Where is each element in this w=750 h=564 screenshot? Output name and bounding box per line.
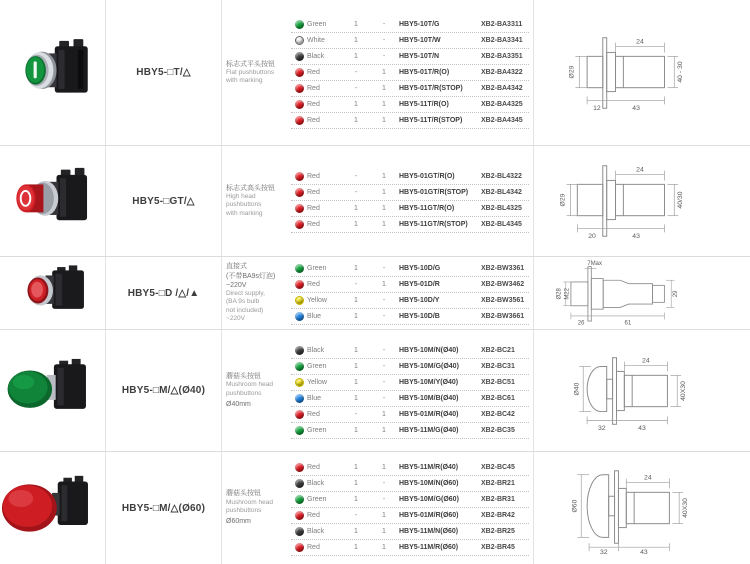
- variant-color: Red: [307, 189, 320, 196]
- color-dot-icon: [295, 394, 304, 403]
- dimension-drawing: [542, 344, 738, 438]
- dimension-drawing: [542, 258, 712, 328]
- description-line: pushbuttons: [226, 389, 262, 397]
- table-row: [291, 81, 529, 97]
- technical-drawing-direct-supply: [533, 257, 750, 329]
- product-photo-high-red: [0, 146, 106, 256]
- variant-nc-contact: -: [382, 496, 386, 503]
- table-row: [291, 508, 529, 524]
- description-line: (不带BA9s灯泡): [226, 272, 276, 280]
- dim-label: 40 - 30: [677, 60, 685, 83]
- dimension-drawing: [542, 26, 738, 120]
- product-photo-illuminated-red: [0, 257, 106, 329]
- variant-model: HBY5-10M/G(Ø60): [399, 496, 459, 503]
- description-line: High head: [226, 192, 256, 200]
- variant-nc-contact: 1: [382, 544, 386, 551]
- dim-label: 61: [624, 320, 632, 327]
- color-dot-icon: [295, 20, 304, 29]
- color-dot-icon: [295, 204, 304, 213]
- description-line: ~220V: [226, 315, 245, 323]
- color-dot-icon: [295, 426, 304, 435]
- description-line: with marking: [226, 209, 263, 217]
- variant-part-number: XB2-BR42: [481, 512, 515, 519]
- dim-label: 26: [577, 320, 585, 327]
- variant-part-number: XB2-BC42: [481, 410, 515, 418]
- technical-drawing-mushroom-40: [533, 330, 750, 451]
- variant-color: Yellow: [307, 378, 327, 386]
- product-model-code: HBY5-□T/△: [136, 67, 191, 78]
- dim-label: 43: [632, 104, 640, 112]
- variant-part-number: XB2-BL4342: [481, 189, 522, 196]
- variant-part-number: XB2-BC31: [481, 362, 515, 370]
- variant-color: Blue: [307, 313, 322, 320]
- variant-model: HBY5-10M/N(Ø40): [399, 346, 459, 354]
- variant-nc-contact: 1: [382, 281, 386, 288]
- description-line: Flat pushbuttons: [226, 68, 275, 76]
- table-row: [291, 423, 529, 439]
- description-line: Ø40mm: [226, 400, 251, 408]
- variant-nc-contact: -: [382, 313, 386, 320]
- dim-label: Ø29: [568, 65, 576, 78]
- color-dot-icon: [295, 100, 304, 109]
- variant-color: Red: [307, 173, 320, 180]
- variant-nc-contact: 1: [382, 100, 386, 108]
- mushroom-red-button-image: [1, 466, 105, 550]
- dim-label: 32: [598, 424, 606, 432]
- table-row: [291, 343, 529, 359]
- dim-label: 12: [593, 104, 601, 112]
- variant-nc-contact: -: [382, 480, 386, 487]
- variant-part-number: XB2-BR31: [481, 496, 515, 503]
- description-line: with marking: [226, 77, 263, 85]
- variant-no-contact: 1: [354, 52, 358, 60]
- product-description: [222, 330, 291, 451]
- variant-part-number: XB2-BL4322: [481, 173, 522, 180]
- variant-no-contact: 1: [354, 394, 358, 402]
- variant-part-number: XB2-BC21: [481, 346, 515, 354]
- variant-model: HBY5-11T/R(O): [399, 100, 449, 108]
- table-row: [291, 391, 529, 407]
- color-dot-icon: [295, 116, 304, 125]
- table-row: [291, 97, 529, 113]
- table-row: [291, 309, 529, 325]
- description-line: 直接式: [226, 263, 247, 271]
- variant-no-contact: 1: [354, 265, 358, 272]
- table-row: [291, 113, 529, 129]
- variant-no-contact: -: [354, 410, 358, 418]
- variant-no-contact: 1: [354, 221, 358, 228]
- variant-model: HBY5-10T/W: [399, 36, 441, 44]
- dim-label: 40X30: [680, 380, 688, 401]
- variant-color: Green: [307, 362, 327, 370]
- color-dot-icon: [295, 280, 304, 289]
- variant-nc-contact: 1: [382, 528, 386, 535]
- technical-drawing-flat: [533, 0, 750, 145]
- technical-drawing-mushroom-60: [533, 452, 750, 564]
- variant-nc-contact: -: [382, 378, 386, 386]
- dim-label: Ø60: [571, 499, 579, 513]
- variant-model: HBY5-10T/G: [399, 20, 440, 28]
- flat-green-button-image: [4, 32, 102, 114]
- product-section-mushroom-60: [0, 452, 750, 564]
- variant-part-number: XB2-BW3361: [481, 265, 525, 272]
- table-row: [291, 201, 529, 217]
- variant-model: HBY5-11M/N(Ø60): [399, 528, 459, 535]
- color-dot-icon: [295, 188, 304, 197]
- description-line: Mushroom head: [226, 498, 273, 506]
- variant-color: Red: [307, 464, 320, 471]
- variant-model: HBY5-11T/R(STOP): [399, 116, 463, 124]
- table-row: [291, 185, 529, 201]
- variant-no-contact: 1: [354, 346, 358, 354]
- dim-label: 7Max: [587, 260, 602, 267]
- color-dot-icon: [295, 378, 304, 387]
- illuminated-red-button-image: [7, 262, 99, 324]
- variant-nc-contact: 1: [382, 410, 386, 418]
- variant-model: HBY5-01GT/R(STOP): [399, 189, 469, 196]
- variant-part-number: XB2-BC45: [481, 464, 515, 471]
- variant-color: Red: [307, 512, 320, 519]
- technical-drawing-high-head: [533, 146, 750, 256]
- variant-part-number: XB2-BR45: [481, 544, 515, 551]
- color-dot-icon: [295, 527, 304, 536]
- variant-color: Red: [307, 84, 320, 92]
- variant-no-contact: -: [354, 189, 358, 196]
- dim-label: Ø29: [559, 193, 567, 207]
- variant-color: Red: [307, 544, 320, 551]
- variant-no-contact: 1: [354, 116, 358, 124]
- description-line: (BA 9s bulb: [226, 298, 260, 306]
- variant-nc-contact: -: [382, 265, 386, 272]
- table-row: [291, 17, 529, 33]
- table-row: [291, 169, 529, 185]
- variant-model: HBY5-11M/G(Ø40): [399, 426, 459, 434]
- dim-label: 24: [636, 166, 644, 174]
- color-dot-icon: [295, 346, 304, 355]
- description-line: Ø60mm: [226, 518, 251, 526]
- variant-color: Red: [307, 221, 320, 228]
- dim-label: 40X30: [682, 498, 689, 518]
- table-row: [291, 492, 529, 508]
- table-row: [291, 277, 529, 293]
- product-description: [222, 146, 291, 256]
- description-line: 标志式平头按钮: [226, 60, 275, 68]
- variant-model: HBY5-11M/R(Ø60): [399, 544, 459, 551]
- variant-no-contact: 1: [354, 378, 358, 386]
- color-dot-icon: [295, 479, 304, 488]
- variant-no-contact: 1: [354, 480, 358, 487]
- variant-model: HBY5-10M/B(Ø40): [399, 394, 459, 402]
- description-line: pushbuttons: [226, 507, 262, 514]
- variant-color: Red: [307, 116, 320, 124]
- variant-nc-contact: -: [382, 36, 386, 44]
- table-row: [291, 33, 529, 49]
- variant-no-contact: 1: [354, 528, 358, 535]
- variant-no-contact: -: [354, 281, 358, 288]
- variant-color: Red: [307, 100, 320, 108]
- variant-table: [291, 330, 533, 451]
- dim-label: Ø40: [573, 382, 581, 396]
- variant-model: HBY5-01D/R: [399, 281, 440, 288]
- dim-label: 24: [642, 357, 650, 365]
- table-row: [291, 293, 529, 309]
- variant-color: Black: [307, 528, 325, 535]
- variant-color: Green: [307, 265, 327, 272]
- variant-color: Green: [307, 426, 327, 434]
- table-row: [291, 49, 529, 65]
- description-line: 标志式高头按钮: [226, 184, 275, 192]
- variant-part-number: XB2-BC61: [481, 394, 515, 402]
- variant-nc-contact: -: [382, 20, 386, 28]
- variant-nc-contact: 1: [382, 189, 386, 196]
- variant-color: Yellow: [307, 297, 327, 304]
- dim-label: 29: [673, 290, 680, 298]
- variant-color: Green: [307, 496, 327, 503]
- table-row: [291, 524, 529, 540]
- variant-color: Red: [307, 205, 320, 212]
- product-description: [222, 257, 291, 329]
- variant-color: Red: [307, 410, 320, 418]
- table-row: [291, 65, 529, 81]
- color-dot-icon: [295, 220, 304, 229]
- color-dot-icon: [295, 36, 304, 45]
- variant-color: Red: [307, 68, 320, 76]
- variant-table: [291, 0, 533, 145]
- variant-color: Black: [307, 346, 325, 354]
- variant-nc-contact: -: [382, 362, 386, 370]
- product-photo-mushroom-red: [0, 452, 106, 564]
- description-line: ~220V: [226, 281, 247, 289]
- variant-model: HBY5-10M/Y(Ø40): [399, 378, 459, 386]
- variant-part-number: XB2-BW3462: [481, 281, 525, 288]
- variant-part-number: XB2-BR25: [481, 528, 515, 535]
- product-description: [222, 452, 291, 564]
- variant-no-contact: 1: [354, 313, 358, 320]
- variant-no-contact: 1: [354, 464, 358, 471]
- variant-nc-contact: 1: [382, 221, 386, 228]
- dim-label: 20: [588, 233, 596, 241]
- color-dot-icon: [295, 172, 304, 181]
- variant-no-contact: 1: [354, 20, 358, 28]
- variant-color: White: [307, 36, 325, 44]
- description-line: 蘑菇头按钮: [226, 372, 261, 380]
- variant-no-contact: 1: [354, 362, 358, 370]
- variant-table: [291, 146, 533, 256]
- variant-model: HBY5-11GT/R(STOP): [399, 221, 468, 228]
- variant-color: Green: [307, 20, 327, 28]
- dimension-drawing: [542, 461, 738, 555]
- color-dot-icon: [295, 296, 304, 305]
- table-row: [291, 460, 529, 476]
- color-dot-icon: [295, 410, 304, 419]
- variant-no-contact: -: [354, 68, 358, 76]
- variant-color: Blue: [307, 394, 322, 402]
- variant-model: HBY5-10D/B: [399, 313, 440, 320]
- variant-model: HBY5-10M/N(Ø60): [399, 480, 459, 487]
- variant-nc-contact: 1: [382, 116, 386, 124]
- variant-model: HBY5-01T/R(STOP): [399, 84, 463, 92]
- table-row: [291, 359, 529, 375]
- table-row: [291, 540, 529, 556]
- variant-nc-contact: 1: [382, 68, 386, 76]
- variant-nc-contact: -: [382, 346, 386, 354]
- product-photo-mushroom-green: [0, 330, 106, 451]
- variant-part-number: XB2-BA3351: [481, 52, 523, 60]
- dim-label: M22: [564, 288, 571, 300]
- variant-color: Black: [307, 480, 325, 487]
- table-row: [291, 476, 529, 492]
- description-line: 蘑菇头按钮: [226, 490, 261, 498]
- variant-nc-contact: 1: [382, 464, 386, 471]
- table-row: [291, 217, 529, 233]
- product-model-code: HBY5-□M/△(Ø60): [121, 502, 206, 514]
- description-line: pushbuttons: [226, 201, 262, 209]
- variant-part-number: XB2-BA4322: [481, 68, 523, 76]
- variant-part-number: XB2-BW3661: [481, 313, 525, 320]
- variant-part-number: XB2-BA3341: [481, 36, 523, 44]
- variant-model: HBY5-10T/N: [399, 52, 440, 60]
- variant-no-contact: -: [354, 173, 358, 180]
- variant-no-contact: 1: [354, 205, 358, 212]
- variant-part-number: XB2-BC51: [481, 378, 515, 386]
- variant-no-contact: 1: [354, 100, 358, 108]
- table-row: [291, 261, 529, 277]
- variant-nc-contact: 1: [382, 205, 386, 212]
- variant-part-number: XB2-BA3311: [481, 20, 523, 28]
- variant-no-contact: -: [354, 84, 358, 92]
- variant-color: Red: [307, 281, 320, 288]
- product-section-flat: [0, 0, 750, 146]
- dimension-drawing: [542, 154, 738, 248]
- color-dot-icon: [295, 362, 304, 371]
- dim-label: 32: [599, 549, 608, 555]
- description-line: Direct supply,: [226, 289, 265, 297]
- dim-label: 40/30: [677, 191, 685, 209]
- product-description: [222, 0, 291, 145]
- variant-part-number: XB2-BA4325: [481, 100, 523, 108]
- variant-no-contact: 1: [354, 297, 358, 304]
- variant-nc-contact: -: [382, 52, 386, 60]
- variant-part-number: XB2-BA4345: [481, 116, 523, 124]
- variant-model: HBY5-10D/G: [399, 265, 441, 272]
- color-dot-icon: [295, 511, 304, 520]
- variant-table: [291, 452, 533, 564]
- dim-label: Ø28: [556, 288, 563, 300]
- color-dot-icon: [295, 84, 304, 93]
- variant-no-contact: 1: [354, 544, 358, 551]
- variant-no-contact: 1: [354, 496, 358, 503]
- description-line: Mushroom head: [226, 381, 273, 389]
- variant-no-contact: -: [354, 512, 358, 519]
- product-model-code: HBY5-□D /△/▲: [127, 287, 200, 299]
- dim-label: 24: [636, 38, 644, 46]
- dim-label: 43: [632, 233, 640, 241]
- variant-model: HBY5-01M/R(Ø40): [399, 410, 459, 418]
- variant-nc-contact: 1: [382, 173, 386, 180]
- variant-color: Black: [307, 52, 325, 60]
- variant-model: HBY5-10M/G(Ø40): [399, 362, 459, 370]
- table-row: [291, 407, 529, 423]
- variant-nc-contact: -: [382, 394, 386, 402]
- variant-nc-contact: 1: [382, 512, 386, 519]
- variant-nc-contact: -: [382, 297, 386, 304]
- product-section-high-head: [0, 146, 750, 257]
- color-dot-icon: [295, 543, 304, 552]
- dim-label: 43: [638, 424, 646, 432]
- color-dot-icon: [295, 52, 304, 61]
- variant-part-number: XB2-BC35: [481, 426, 515, 434]
- product-section-direct-supply: [0, 257, 750, 330]
- color-dot-icon: [295, 312, 304, 321]
- variant-model: HBY5-01GT/R(O): [399, 173, 455, 180]
- color-dot-icon: [295, 495, 304, 504]
- variant-model: HBY5-11M/R(Ø40): [399, 464, 459, 471]
- variant-part-number: XB2-BW3561: [481, 297, 525, 304]
- description-line: not included): [226, 306, 264, 314]
- variant-model: HBY5-10D/Y: [399, 297, 440, 304]
- variant-nc-contact: 1: [382, 84, 386, 92]
- product-model-code: HBY5-□GT/△: [132, 195, 195, 207]
- variant-part-number: XB2-BR21: [481, 480, 515, 487]
- variant-no-contact: 1: [354, 426, 358, 434]
- product-model-code: HBY5-□M/△(Ø40): [121, 385, 206, 396]
- color-dot-icon: [295, 264, 304, 273]
- mushroom-green-button-image: [4, 351, 102, 431]
- dim-label: 43: [640, 549, 648, 555]
- table-row: [291, 375, 529, 391]
- variant-part-number: XB2-BL4345: [481, 221, 522, 228]
- variant-part-number: XB2-BA4342: [481, 84, 523, 92]
- variant-model: HBY5-01T/R(O): [399, 68, 450, 76]
- color-dot-icon: [295, 68, 304, 77]
- variant-part-number: XB2-BL4325: [481, 205, 522, 212]
- variant-table: [291, 257, 533, 329]
- variant-model: HBY5-01M/R(Ø60): [399, 512, 459, 519]
- product-photo-flat-green: [0, 0, 106, 145]
- product-section-mushroom-40: [0, 330, 750, 452]
- dim-label: 24: [644, 474, 652, 482]
- color-dot-icon: [295, 463, 304, 472]
- variant-model: HBY5-11GT/R(O): [399, 205, 455, 212]
- variant-no-contact: 1: [354, 36, 358, 44]
- high-red-button-image: [5, 161, 101, 241]
- variant-nc-contact: 1: [382, 426, 386, 434]
